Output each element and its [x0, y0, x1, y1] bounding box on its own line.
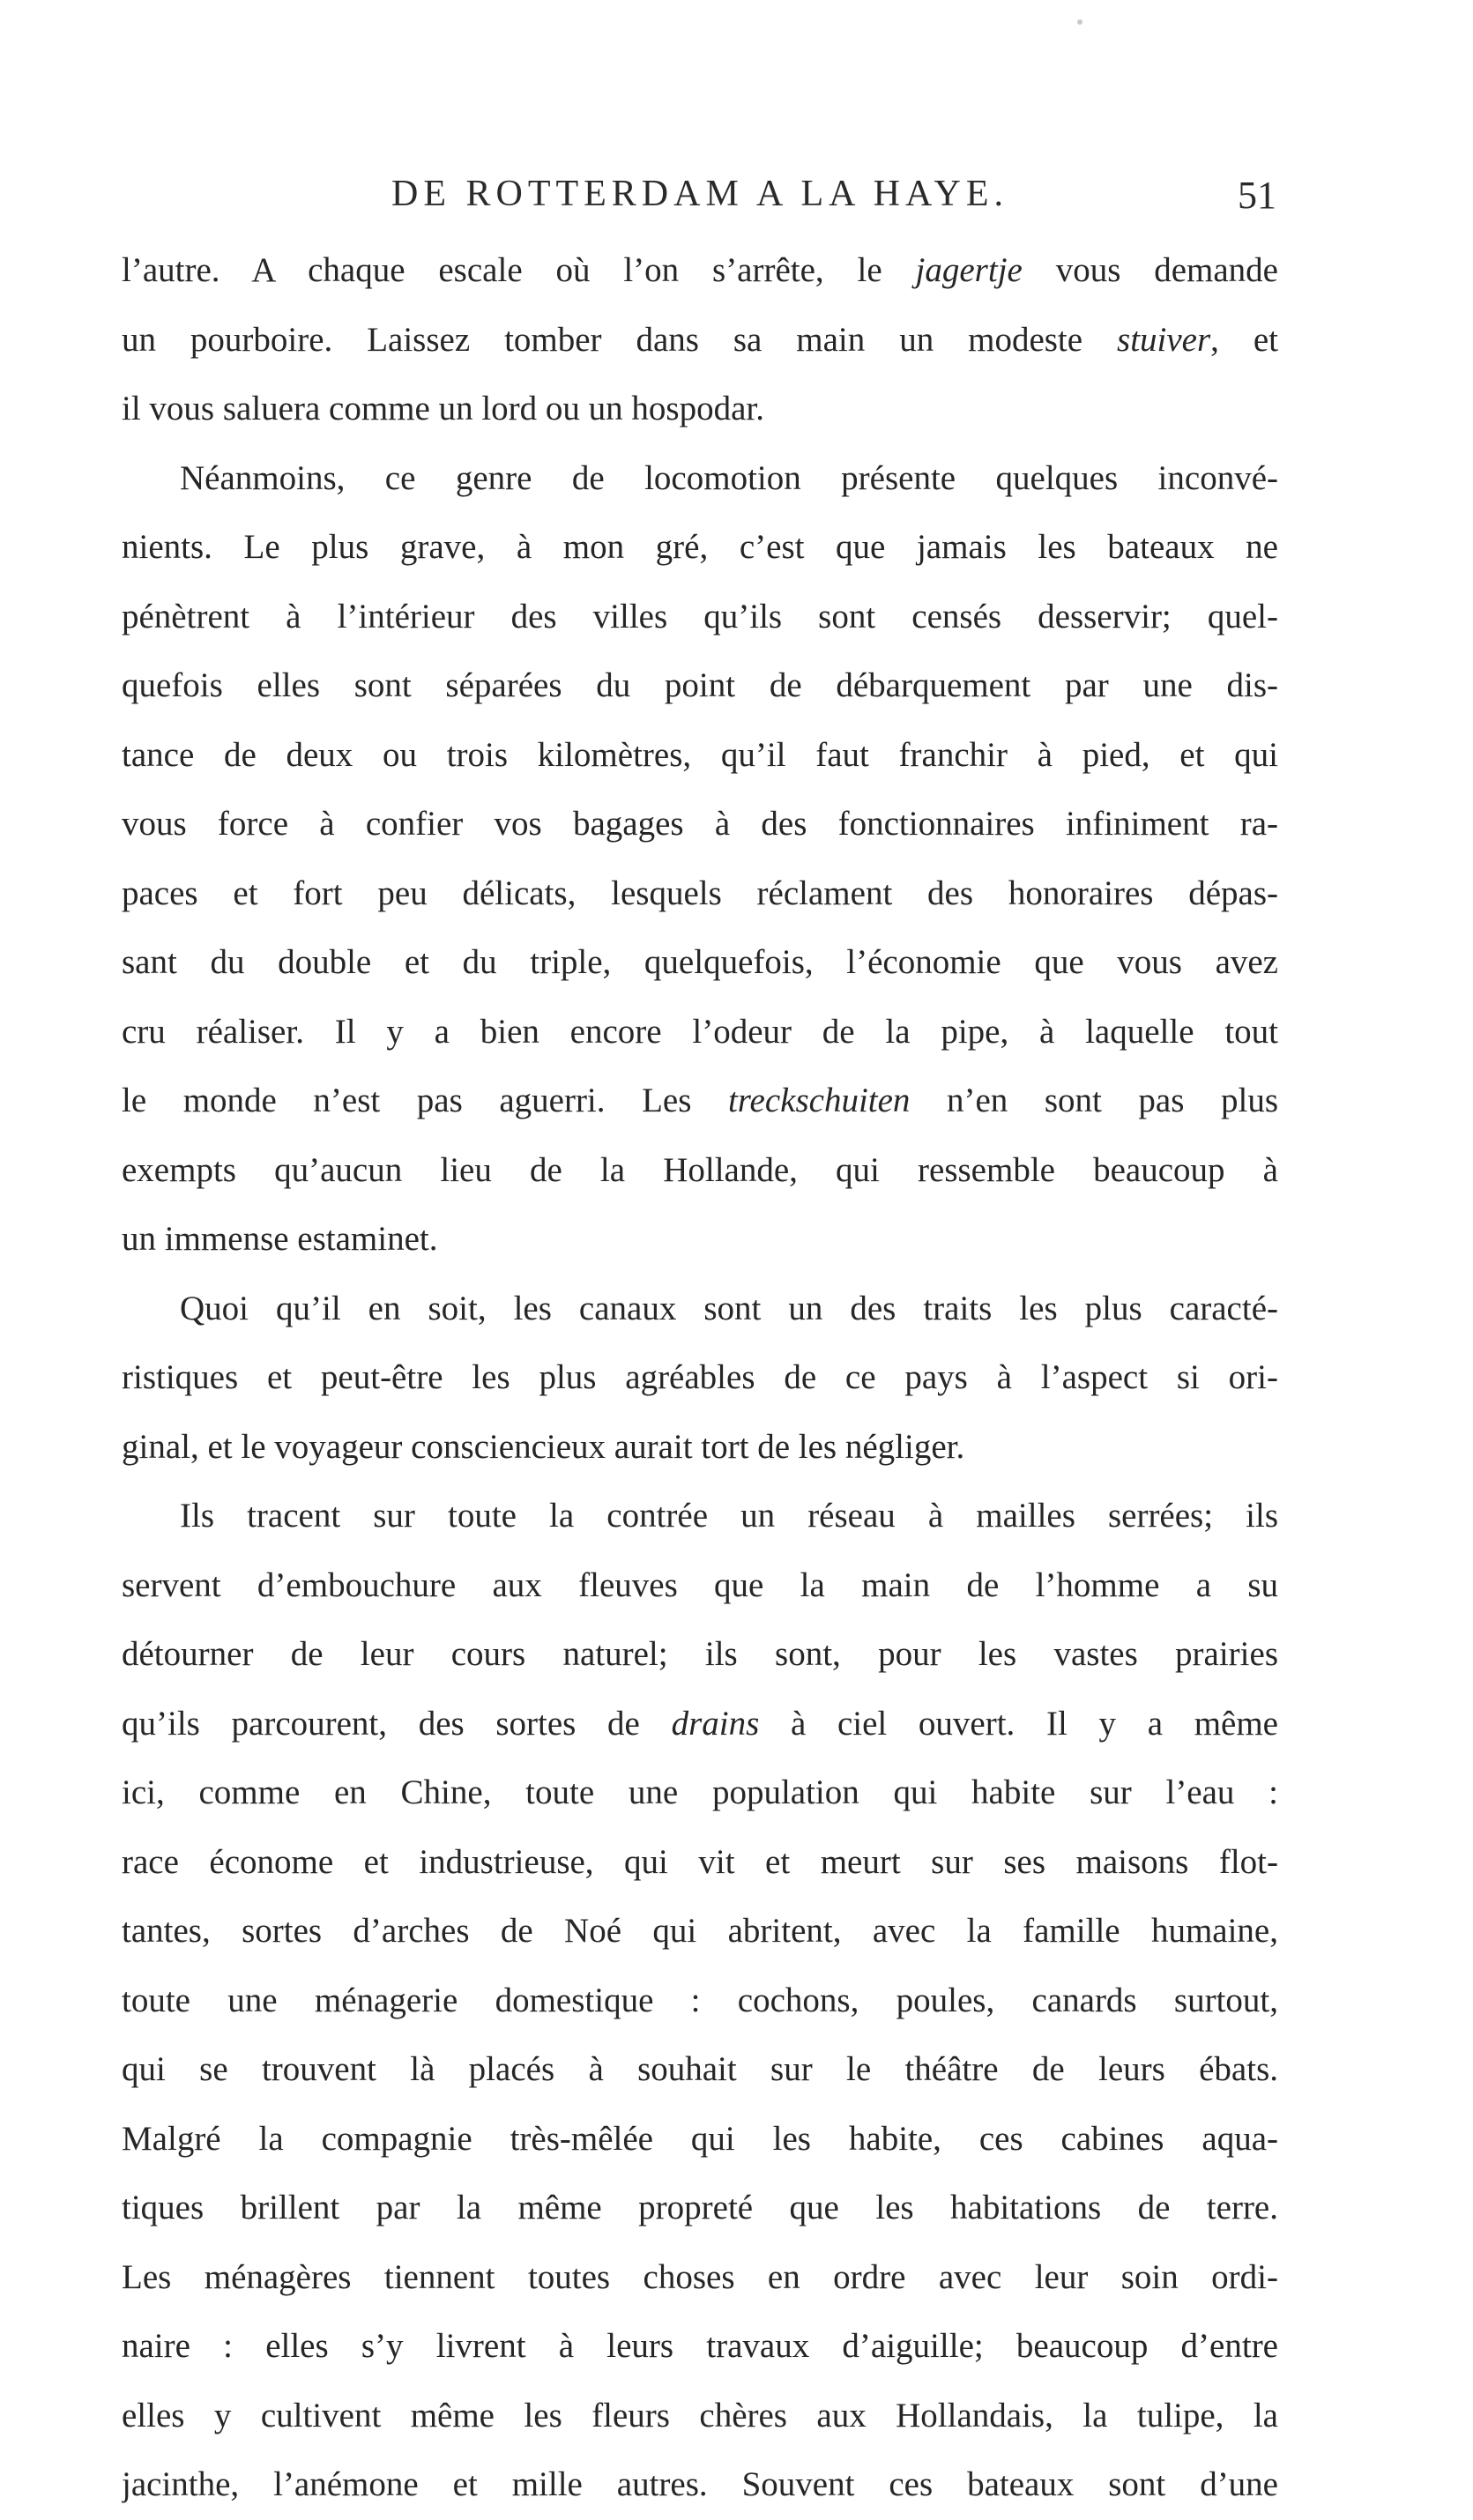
page-number: 51 [1238, 174, 1276, 217]
text-segment: il vous saluera comme un lord ou un hospodar. [122, 390, 764, 427]
text-line [122, 1690, 1278, 1759]
text-line [122, 1897, 1278, 1966]
text-line [122, 1136, 1278, 1206]
text-segment: le monde n’est pas aguerri. Les [122, 1082, 728, 1119]
text-segment: elles y cultivent même les fleurs chères aux Hollandais, la tulipe, la [122, 2396, 1278, 2435]
text-line [122, 790, 1278, 859]
page-header [123, 173, 1276, 226]
text-line [122, 2243, 1278, 2313]
text-segment: naire : elles s’y livrent à leurs travaux d’aiguille; beaucoup d’entre [122, 2327, 1278, 2365]
text-line [122, 859, 1278, 929]
text-segment: paces et fort peu délicats, lesquels réclament des honoraires dépas- [122, 873, 1278, 912]
text-segment: Néanmoins, ce genre de locomotion présente quelques inconvé- [180, 458, 1278, 497]
text-segment: Ils tracent sur toute la contrée un réseau à mailles serrées; ils [180, 1497, 1278, 1535]
body-text [122, 236, 1278, 2520]
text-segment: tantes, sortes d’arches de Noé qui abritent, avec la famille humaine, [122, 1912, 1278, 1950]
text-line [122, 375, 1278, 444]
text-line [122, 1758, 1278, 1828]
text-line [122, 2382, 1278, 2451]
text-segment: race économe et industrieuse, qui vit et meurt sur ses maisons flot- [122, 1842, 1278, 1881]
text-segment: , et [1210, 320, 1278, 359]
text-segment: vous force à confier vos bagages à des fonctionnaires infiniment ra- [122, 805, 1278, 843]
text-segment: exempts qu’aucun lieu de la Hollande, qui ressemble beaucoup à [122, 1150, 1278, 1189]
text-line [122, 1275, 1278, 1344]
text-segment: ici, comme en Chine, toute une population qui habite sur l’eau : [122, 1773, 1278, 1811]
text-line [122, 1828, 1278, 1898]
text-line [122, 236, 1278, 306]
text-segment: à ciel ouvert. Il y a même [759, 1704, 1278, 1743]
text-segment: Malgré la compagnie très-mêlée qui les habite, ces cabines aqua- [122, 2119, 1278, 2158]
text-segment: pénètrent à l’intérieur des villes qu’ils sont censés desservir; quel- [122, 597, 1278, 636]
text-line [122, 583, 1278, 652]
text-segment: toute une ménagerie domestique : cochons, poules, canards surtout, [122, 1981, 1278, 2019]
text-line [122, 2450, 1278, 2520]
text-line [122, 2035, 1278, 2105]
text-line [122, 928, 1278, 998]
italic-term: treckschuiten [727, 1082, 911, 1119]
running-title: DE ROTTERDAM A LA HAYE. [391, 174, 1008, 214]
text-line [122, 721, 1278, 791]
text-line [122, 1343, 1278, 1413]
italic-term: drains [671, 1704, 760, 1743]
text-line [122, 998, 1278, 1067]
italic-term: stuiver [1117, 320, 1211, 359]
ink-speck [1077, 19, 1082, 25]
text-line [122, 1551, 1278, 1621]
text-segment: cru réaliser. Il y a bien encore l’odeur de la pipe, à laquelle tout [122, 1012, 1278, 1051]
text-segment: ristiques et peut-être les plus agréables de ce pays à l’aspect si ori- [122, 1358, 1278, 1396]
text-line [122, 1413, 1278, 1483]
text-line [122, 2105, 1278, 2174]
text-line [122, 306, 1278, 375]
text-segment: tance de deux ou trois kilomètres, qu’il faut franchir à pied, et qui [122, 735, 1278, 774]
text-segment: vous demande [1022, 251, 1278, 289]
text-segment: détourner de leur cours naturel; ils sont, pour les vastes prairies [122, 1635, 1278, 1673]
text-segment: n’en sont pas plus [910, 1082, 1278, 1119]
text-segment: sant du double et du triple, quelquefois, l’économie que vous avez [122, 943, 1278, 981]
text-line [122, 1067, 1278, 1136]
text-line [122, 1620, 1278, 1690]
text-line [122, 2174, 1278, 2243]
text-segment: tiques brillent par la même propreté que les habitations de terre. [122, 2189, 1278, 2226]
text-line [122, 1205, 1278, 1275]
text-segment: Quoi qu’il en soit, les canaux sont un des traits les plus caracté- [180, 1289, 1278, 1327]
text-line [122, 651, 1278, 721]
text-line [122, 1482, 1278, 1551]
text-segment: qui se trouvent là placés à souhait sur le théâtre de leurs ébats. [122, 2050, 1278, 2088]
text-segment: nients. Le plus grave, à mon gré, c’est que jamais les bateaux ne [122, 528, 1278, 566]
text-segment: quefois elles sont séparées du point de débarquement par une dis- [122, 666, 1278, 704]
text-segment: l’autre. A chaque escale où l’on s’arrête, le [122, 251, 916, 289]
text-segment: un pourboire. Laissez tomber dans sa main un modeste [122, 320, 1118, 359]
text-segment: ginal, et le voyageur consciencieux aurait tort de les négliger. [122, 1427, 965, 1466]
text-segment: Les ménagères tiennent toutes choses en ordre avec leur soin ordi- [122, 2257, 1278, 2296]
text-segment: un immense estaminet. [122, 1220, 438, 1258]
text-line [122, 444, 1278, 514]
text-segment: qu’ils parcourent, des sortes de [122, 1704, 672, 1743]
text-line [122, 513, 1278, 583]
italic-term: jagertje [915, 251, 1023, 289]
text-segment: jacinthe, l’anémone et mille autres. Souvent ces bateaux sont d’une [122, 2465, 1278, 2503]
text-line [122, 1966, 1278, 2036]
text-line [122, 2312, 1278, 2382]
text-segment: servent d’embouchure aux fleuves que la main de l’homme a su [122, 1565, 1278, 1604]
